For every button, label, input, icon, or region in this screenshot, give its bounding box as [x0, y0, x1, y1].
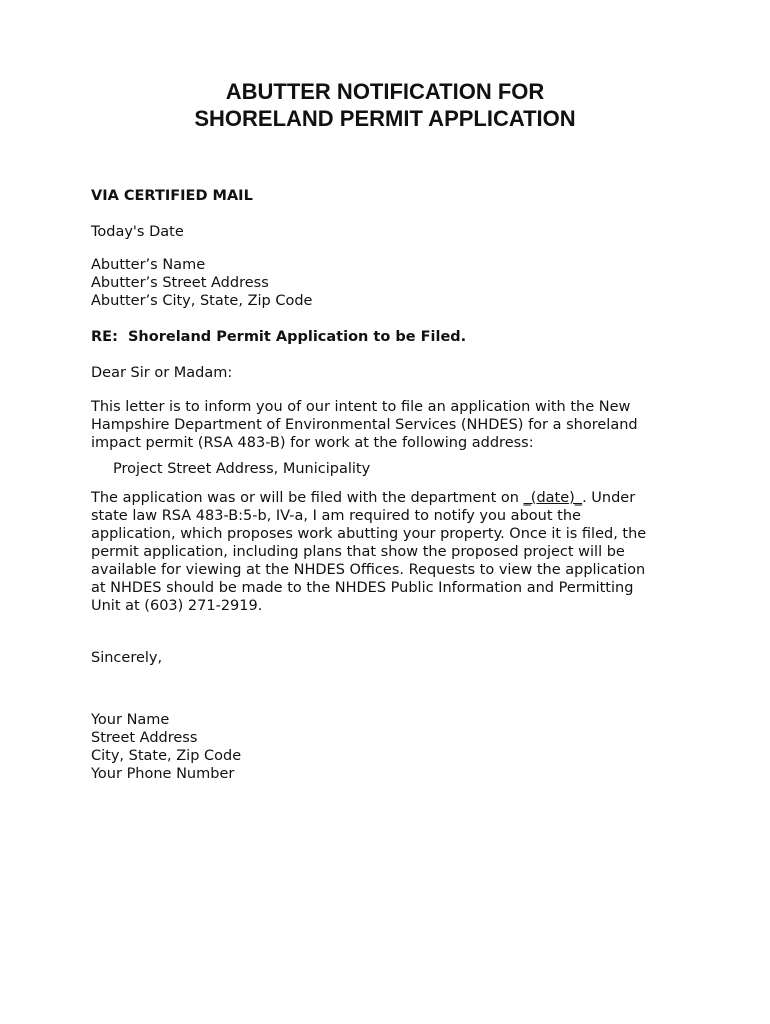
letter-date: Today's Date: [91, 224, 184, 240]
project-address: Project Street Address, Municipality: [113, 461, 371, 477]
delivery-method: VIA CERTIFIED MAIL: [91, 188, 253, 204]
sender-name: Your Name: [91, 712, 170, 728]
document-title-line-1: ABUTTER NOTIFICATION FOR: [225, 79, 545, 104]
re-label: RE:: [91, 329, 118, 345]
paragraph-2-line-5: available for viewing at the NHDES Offices. Requests to view the application: [91, 562, 646, 578]
document-title-line-2: SHORELAND PERMIT APPLICATION: [194, 106, 576, 131]
paragraph-2-tail: . Under: [582, 490, 636, 506]
paragraph-2-line-3: application, which proposes work abutting your property. Once it is filed, the: [91, 526, 647, 542]
sender-street: Street Address: [91, 730, 198, 746]
re-line: [91, 328, 466, 346]
recipient-name: Abutter’s Name: [91, 257, 206, 273]
re-subject: Shoreland Permit Application to be Filed.: [127, 329, 467, 345]
sender-phone: Your Phone Number: [91, 766, 235, 782]
recipient-city: Abutter’s City, State, Zip Code: [91, 293, 313, 309]
recipient-street: Abutter’s Street Address: [91, 275, 269, 291]
paragraph-1-line-3: impact permit (RSA 483-B) for work at the following address:: [91, 435, 534, 451]
paragraph-1-line-2: Hampshire Department of Environmental Services (NHDES) for a shoreland: [91, 417, 638, 433]
closing: Sincerely,: [91, 650, 163, 666]
paragraph-2-line-4: permit application, including plans that show the proposed project will be: [91, 544, 625, 560]
paragraph-1-line-1: This letter is to inform you of our intent to file an application with the New: [91, 399, 631, 415]
paragraph-2-line-2: state law RSA 483-B:5-b, IV-a, I am required to notify you about the: [91, 508, 581, 524]
sender-city: City, State, Zip Code: [91, 748, 242, 764]
salutation: Dear Sir or Madam:: [91, 365, 233, 381]
date-field: _(date)_: [523, 490, 583, 506]
paragraph-2-line-6: at NHDES should be made to the NHDES Public Information and Permitting: [91, 580, 634, 596]
paragraph-2-line-7: Unit at (603) 271-2919.: [91, 598, 263, 614]
paragraph-2-line-1: [91, 489, 635, 507]
paragraph-2-lead: The application was or will be filed with the department on: [91, 490, 524, 506]
